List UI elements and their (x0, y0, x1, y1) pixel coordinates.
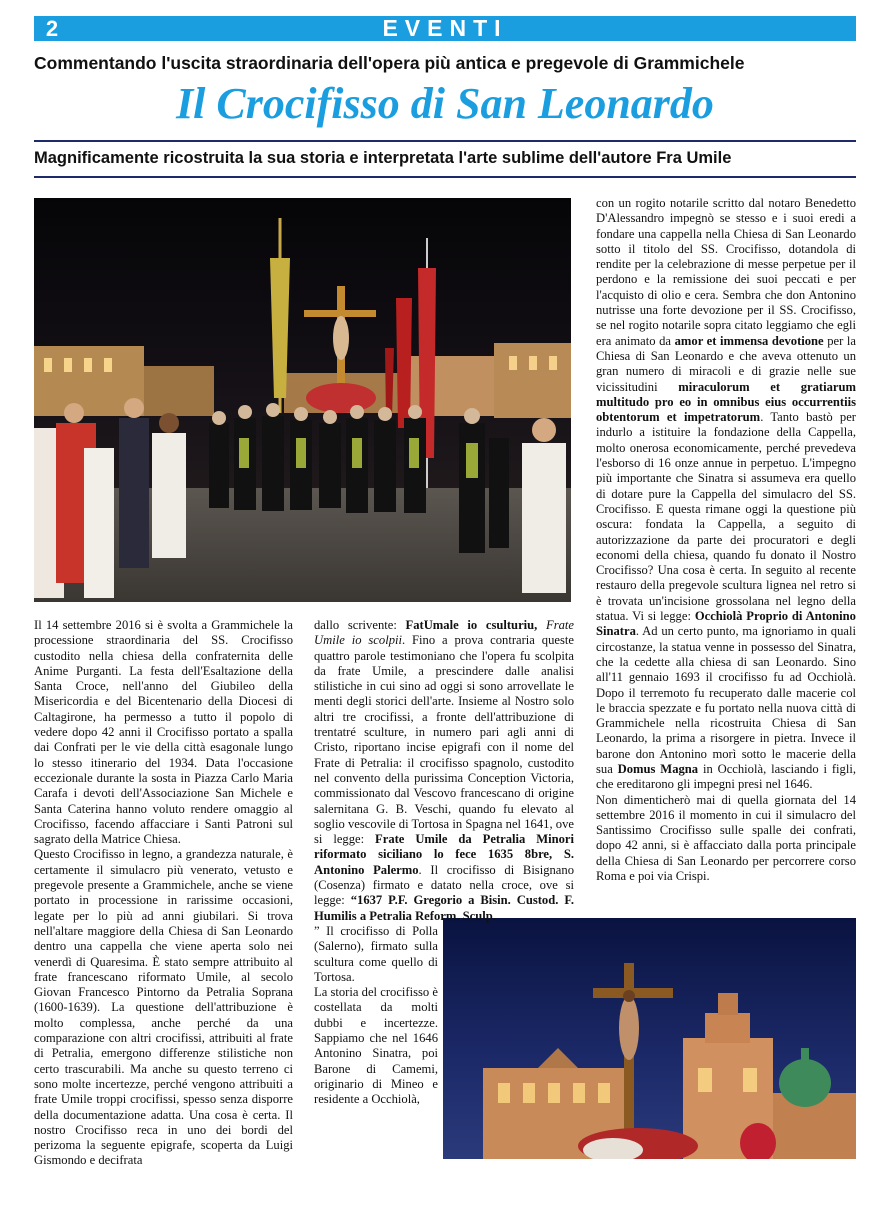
col2-paragraph-1 (314, 618, 574, 924)
col2-narrow-block (314, 924, 438, 1108)
tortosa-inscription: Frate Umile da Petralia Minori riformato siciliano lo fece 1635 8bre, S. Antonino Palermo (314, 832, 574, 877)
col3-text: con un rogito notarile scritto dal notaro Benedetto D'Alessandro impegnò se stesso e i suoi eredi a fondare una cappella nella Chiesa di San Leonardo sotto il titolo del SS. Crocifisso, dotandola di rendite per la celebrazione di messe perpetue per il perdono e la remissione dei suoi peccati e per l'acquisto di olio e cera. Sembra che don Antonino nutrisse una forte devozione per il SS. Crocifisso, se nel rogito notarile sopra citato leggiamo che egli era animato da (596, 196, 856, 348)
title-divider (34, 140, 856, 142)
epigraph-latin: FatUmale io csulturiu, (405, 618, 538, 632)
article-kicker: Commentando l'uscita straordinaria dell'opera più antica e pregevole di Grammichele (34, 53, 745, 73)
article-column-1 (34, 618, 293, 1169)
article-column-3 (596, 196, 856, 884)
latin-quote-devotion: amor et immensa devotione (674, 333, 824, 348)
col3-paragraph-2: Non dimenticherò mai di quella giornata del 14 settembre 2016 il momento in cui il simulacro del Santissimo Crocifisso sulle spalle dei confrati, dopo 42 anni, si è affacciato dalla porta principale della Chiesa di San Leonardo per percorrere corso Roma e poi via Crispi. (596, 792, 856, 884)
domus-magna: Domus Magna (617, 761, 699, 776)
bisignano-inscription: “1637 P.F. Gregorio a Bisin. Custod. F. Humilis a Petralia Reform. Sculp. (314, 893, 575, 923)
article-title: Il Crocifisso di San Leonardo (176, 79, 714, 128)
col2-text: . Fino a prova contraria queste quattro parole testimoniano che l'opera fu scolpita da frate Umile, a prescindere dalle analisi stilistiche in cui sino ad oggi si sono arrovellate le menti degli storici dell'arte. Insieme al Nostro solo altri tre crocifissi, a fronte dell'attribuzione di trentatré sculture, in numero pari agli anni di Cristo, riportano incise epigrafi con il nome del Frate di Petralia: il crocifisso spagnolo, custodito nel convento della purissima Conception Victoria, commissionato dal Vescovo francescano di origine salernitana G. B. Veschi, quando fu elevato al soglio vescovile di Tortosa in Spagna nel 1641, ove si legge: (314, 633, 574, 847)
article-subtitle: Magnificamente ricostruita la sua storia e interpretata l'arte sublime dell'autore Fra Umile (34, 149, 732, 167)
col2-text: . Il crocifisso di Bisignano (Cosenza) firmato e datato nella croce, ove si legge: (314, 862, 574, 908)
col3-text: in Occhiolà, lasciando i figli, che ereditarono gli impegni presi nel 1646. (596, 761, 857, 792)
section-title: EVENTI (382, 15, 508, 41)
col1-paragraph-1: Il 14 settembre 2016 si è svolta a Grammichele la processione straordinaria del SS. Crocifisso custodito nella chiesa della confraternita delle Anime Purganti. La festa dell'Esaltazione della Santa Croce, nell'anno del Giubileo della Misericordia e del Bicentenario della Diocesi di Caltagirone, ha permesso a tutto il popolo di vedere dopo 42 anni il Crocifisso portato a spalla dai Confrati per le vie della città esagonale lungo lo stesso itinerario del 1934. Data l'occasione eccezionale durante la sosta in Piazza Carlo Maria Carafa i devoti dell'Associazione San Michele e Santa Caterina hanno voluto rendere omaggio al Crocifisso, facendo affacciare i Santi Patroni sul sagrato della Matrice Chiesa. (34, 618, 293, 847)
subtitle-divider (34, 176, 856, 178)
page-number: 2 (34, 16, 70, 41)
col2-paragraph-1-end: ” Il crocifisso di Polla (Salerno), firmato sulla scultura come quello di Tortosa. (314, 923, 438, 984)
col2-text (537, 618, 546, 632)
col2-paragraph-2: La storia del crocifisso è costellata da molti dubbi e incertezze. Sappiamo che nel 1646 Antonino Sinatra, poi Barone di Camemi, originario di Mineo e residente a Occhiolà, (314, 985, 438, 1107)
article-column-2 (314, 618, 574, 1108)
latin-quote-miracles: miraculorum et gratiarum multitudo pro eo in omnibus eius occurrentiis obtentorum et impetratorum (596, 379, 856, 425)
procession-photo (34, 198, 571, 602)
statue-inscription: Occhiolà Proprio di Antonino Sinatra (596, 609, 856, 639)
col2-text: dallo scrivente: (314, 618, 406, 632)
col3-paragraph-1 (596, 196, 856, 793)
col3-text: . Ad un certo punto, ma ignoriamo in quali circostanze, la statua venne in possesso del Sinatra, che la cedette alla chiesa di san Leonardo. Sino all'11 gennaio 1693 il crocifisso fu ad Occhiolà. Dopo il terremoto fu recuperato dalle macerie col le braccia spezzate e fu portato nella nuova città di Grammichele nella ricostruita Chiesa di San Leonardo, la prima a risorgere in pietra. Invece il barone don Antonino morì sotto le macerie della sua (596, 624, 856, 776)
col3-text: . Tanto bastò per indurlo a istituire la fondazione della Cappella, molto onerosa economicamente, perché prevedeva l'esborso di 16 onze annue in perpetuo. L'impegno più importante che Sinatra si assumeva era quello di dotare pure la Cappella del simulacro del SS. Crocifisso. E questa rimane oggi la questione più oscura: fondata la Cappella, a seguito di autorizzazione da parte dei procuratori e degli economi della chiesa, quando fu donato il Nostro Crocifisso? Una cosa è certa. In seguito al recente restauro della pregevole scultura lignea nel retro si è trovata un'incisione grossolana nel legno della statua. Vi si legge: (596, 410, 857, 624)
epigraph-translation: Frate Umile io scolpii (314, 618, 574, 648)
col3-text: per la Chiesa di San Leonardo e che aveva ottenuto un gran numero di miracoli e di grazie nelle sue vicissitudini (596, 333, 857, 394)
col1-paragraph-2: Questo Crocifisso in legno, a grandezza naturale, è certamente il simulacro più venerato, vetusto e pregevole presente a Grammichele, anche se viene portato in processione in rarissime occasioni, legate per lo più ad anni giubilari. Si trova nell'altare maggiore della Chiesa di San Leonardo dentro una cappella che viene aperta solo nei venerdì di Quaresima. È stato sempre attribuito al frate francescano riformato Umile, al secolo Giovan Francesco Pintorno da Petralia Soprana (1600-1639). La questione dell'attribuzione è molto complessa, anche perché da una comparazione con altri crocifissi, attribuiti al frate di Petralia, emergono differenze stilistiche non certo trascurabili. Ma anche su questo terreno ci sono molte incertezze, perché vengono attribuiti a frate Umile troppi crocifissi, spesso senza disporre della documentazione adatta. Una cosa è certa. Il nostro Crocifisso reca in uno dei bordi del perizoma la seguente epigrafe, scoperta da Luigi Gismondo e decifrata (34, 847, 293, 1168)
